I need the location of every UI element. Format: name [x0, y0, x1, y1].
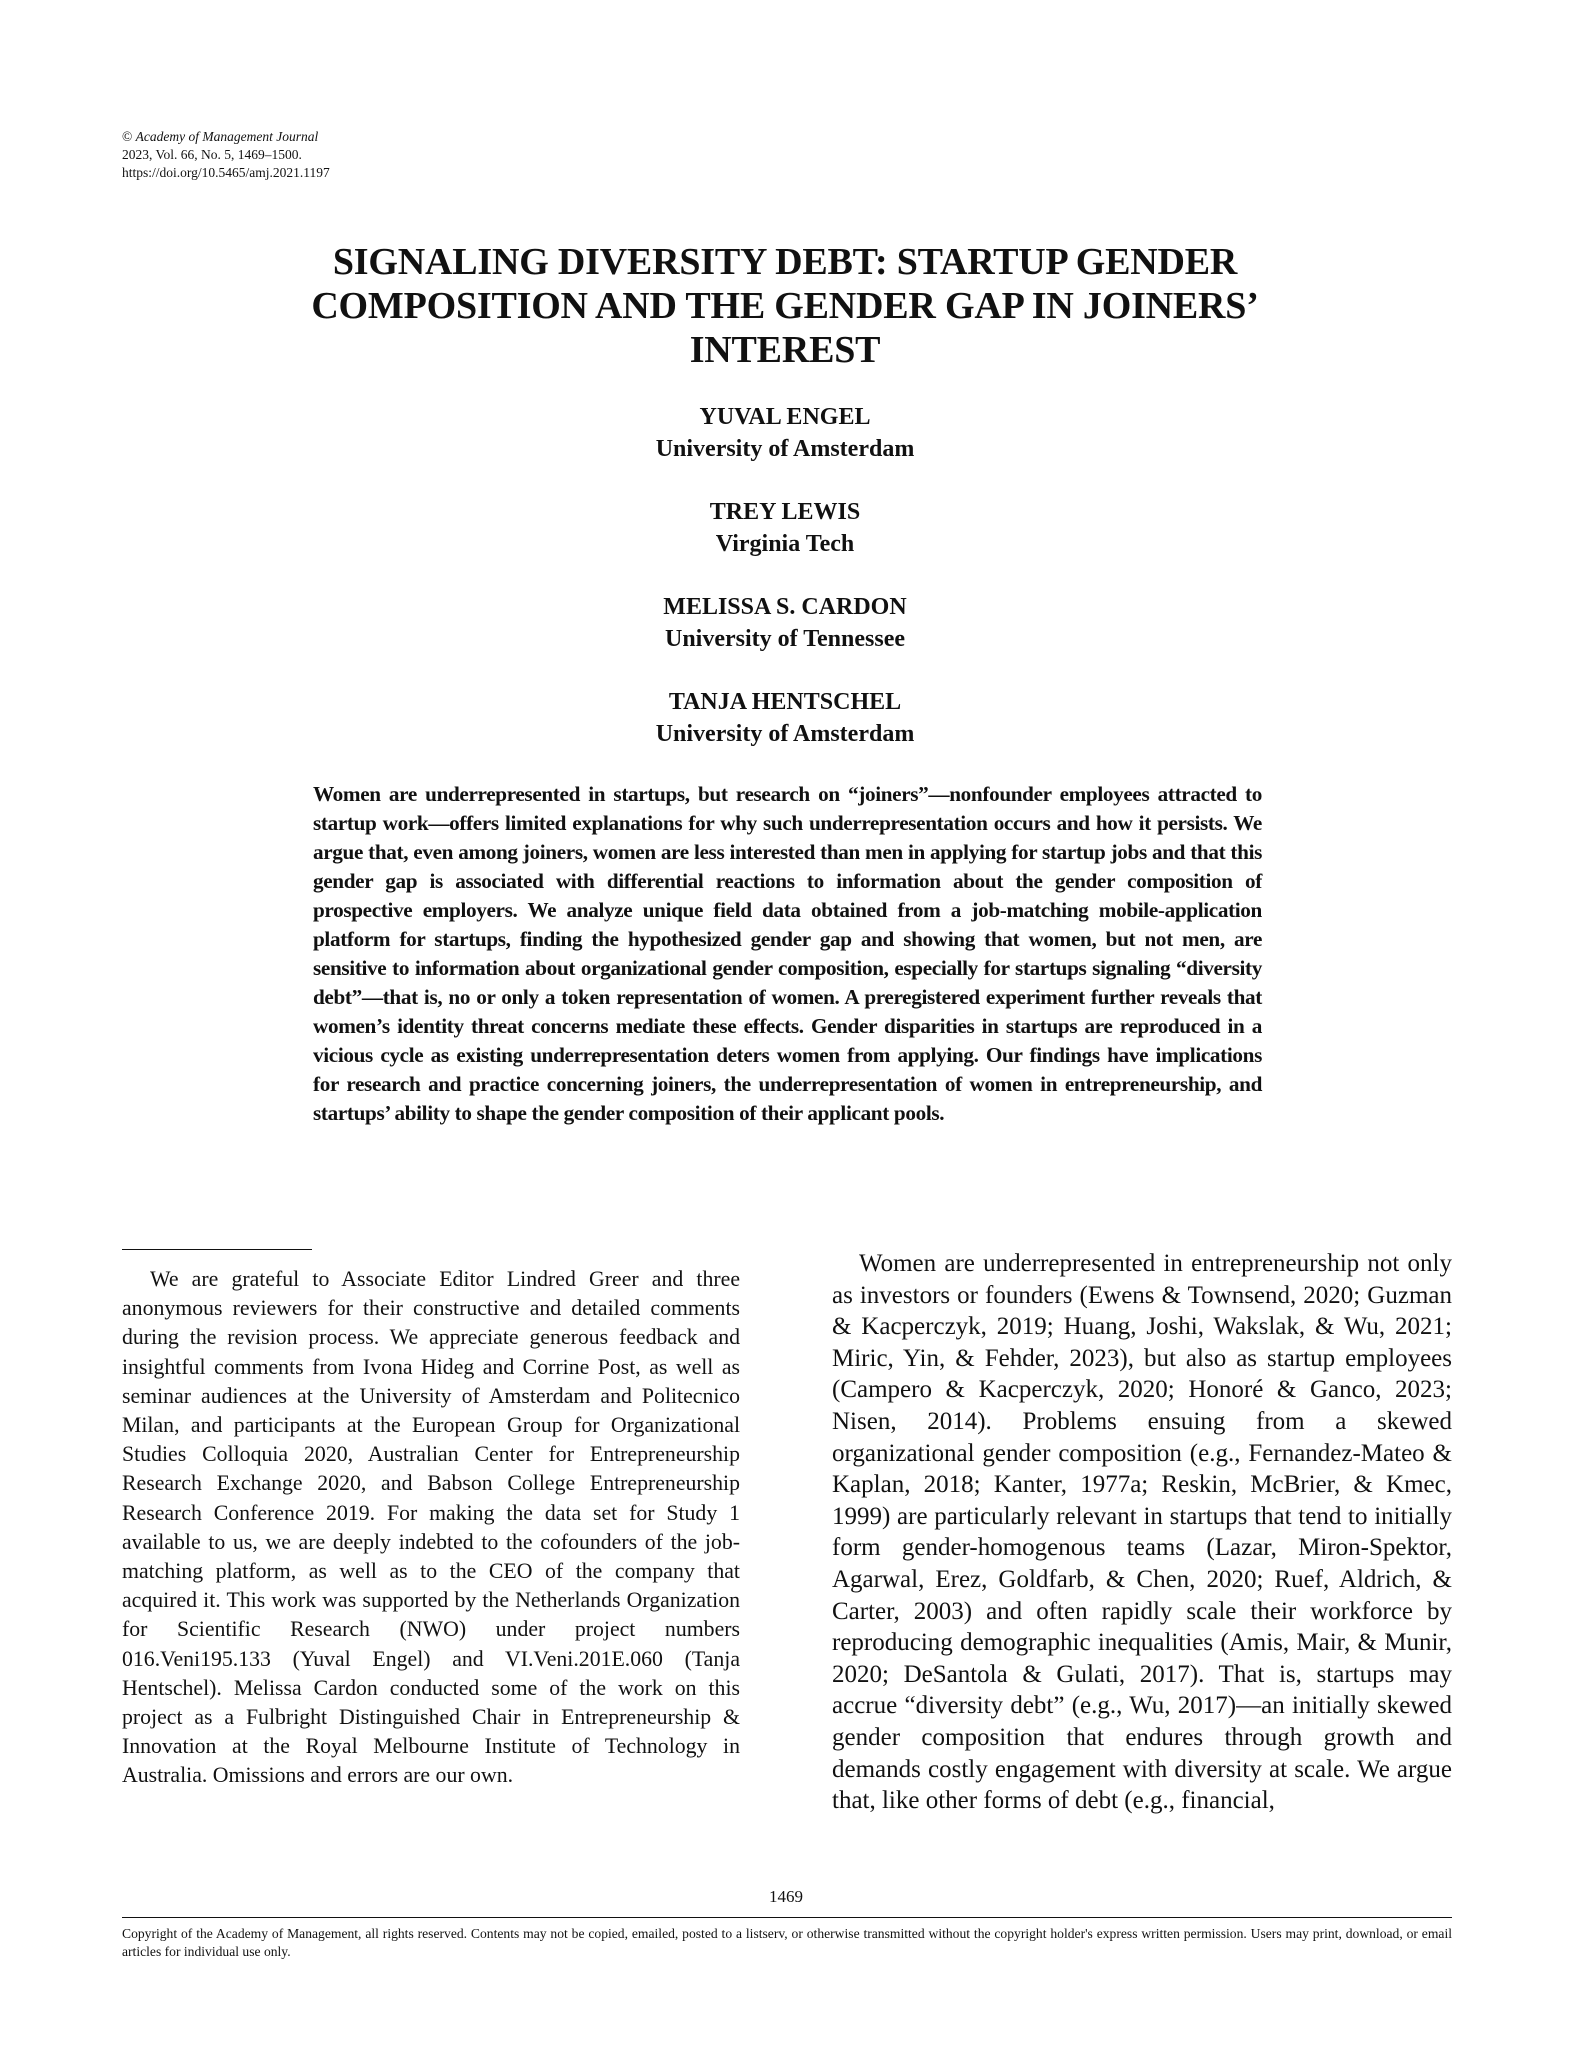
author-affiliation: University of Amsterdam — [655, 436, 915, 462]
abstract: Women are underrepresented in startups, but research on “joiners”—nonfounder employees attracted to startup work—offers limited explanations for why such underrepresentation occurs and how it persists. We argue that, even among joiners, women are less interested than men in applying for startup jobs and that this gender gap is associated with differential reactions to information about the gender composition of prospective employers. We analyze unique field data obtained from a job-matching mobile-application platform for startups, finding the hypothesized gender gap and showing that women, but not men, are sensitive to information about organizational gender composition, especially for startups signaling “diversity debt”—that is, no or only a token representation of women. A preregistered experiment further reveals that women’s identity threat concerns mediate these effects. Gender disparities in startups are reproduced in a vicious cycle as existing underrepresentation deters women from applying. Our findings have implications for research and practice concerning joiners, the underrepresentation of women in entrepreneurship, and startups’ ability to shape the gender composition of their applicant pools. — [313, 782, 1262, 1125]
author-block — [290, 401, 1280, 465]
author-affiliation: Virginia Tech — [715, 531, 855, 557]
author-block — [290, 496, 1280, 560]
footnote-text: We are grateful to Associate Editor Lindred Greer and three anonymous reviewers for their constructive and detailed comments during the revision process. We appreciate generous feedback and insightful comments from Ivona Hideg and Corrine Post, as well as seminar audiences at the University of Amsterdam and Politecnico Milan, and participants at the European Group for Organizational Studies Colloquia 2020, Australian Center for Entrepreneurship Research Exchange 2020, and Babson College Entrepreneurship Research Conference 2019. For making the data set for Study 1 available to us, we are deeply indebted to the cofounders of the job-matching platform, as well as to the CEO of the company that acquired it. This work was supported by the Netherlands Organization for Scientific Research (NWO) under project numbers 016.Veni195.133 (Yuval Engel) and VI.Veni.201E.060 (Tanja Hentschel). Melissa Cardon conducted some of the work on this project as a Fulbright Distinguished Chair in Entrepreneurship & Innovation at the Royal Melbourne Institute of Technology in Australia. Omissions and errors are our own. — [122, 1267, 740, 1788]
page-number: 1469 — [769, 1887, 803, 1906]
journal-name-line — [122, 128, 330, 146]
author-block — [290, 591, 1280, 655]
journal-volume: 2023, Vol. 66, No. 5, 1469–1500. — [122, 147, 302, 162]
footnote-divider — [122, 1249, 312, 1250]
acknowledgment-footnote — [122, 1265, 740, 1791]
author-block — [290, 686, 1280, 750]
author-name: TANJA HENTSCHEL — [668, 689, 902, 715]
author-affiliation: University of Tennessee — [665, 626, 905, 652]
journal-info — [122, 128, 330, 182]
copyright-divider — [122, 1917, 1452, 1918]
author-affiliation: University of Amsterdam — [655, 721, 915, 747]
body-paragraph: Women are underrepresented in entrepreneurship not only as investors or founders (Ewens & Townsend, 2020; Guzman & Kacperczyk, 2019; Huang, Joshi, Wakslak, & Wu, 2021; Miric, Yin, & Fehder, 2023), but also as startup employees (Campero & Kacperczyk, 2020; Honoré & Ganco, 2023; Nisen, 2014). Problems ensuing from a skewed organizational gender composition (e.g., Fernandez-Mateo & Kaplan, 2018; Kanter, 1977a; Reskin, McBrier, & Kmec, 1999) are particularly relevant in startups that tend to initially form gender-homogenous teams (Lazar, Miron-Spektor, Agarwal, Erez, Goldfarb, & Chen, 2020; Ruef, Aldrich, & Carter, 2003) and often rapidly scale their workforce by reproducing demographic inequalities (Amis, Mair, & Munir, 2020; DeSantola & Gulati, 2017). That is, startups may accrue “diversity debt” (e.g., Wu, 2017)—an initially skewed gender composition that endures through growth and demands costly engagement with diversity at scale. We argue that, like other forms of debt (e.g., financial, — [832, 1250, 1452, 1815]
journal-name: Academy of Management Journal — [135, 129, 319, 144]
copyright-mark: © — [122, 129, 133, 144]
author-name: MELISSA S. CARDON — [663, 594, 907, 620]
article-title: SIGNALING DIVERSITY DEBT: STARTUP GENDER COMPOSITION AND THE GENDER GAP IN JOINERS’ INTEREST — [311, 241, 1259, 371]
copyright-notice: Copyright of the Academy of Management, all rights reserved. Contents may not be copied, emailed, posted to a listserv, or otherwise transmitted without the copyright holder's express written permission. Users may print, download, or email articles for individual use only. — [122, 1926, 1452, 1959]
body-column — [832, 1248, 1452, 1817]
journal-doi[interactable]: https://doi.org/10.5465/amj.2021.1197 — [122, 165, 330, 180]
author-list — [290, 401, 1280, 781]
author-name: YUVAL ENGEL — [699, 404, 871, 430]
author-name: TREY LEWIS — [709, 499, 861, 525]
